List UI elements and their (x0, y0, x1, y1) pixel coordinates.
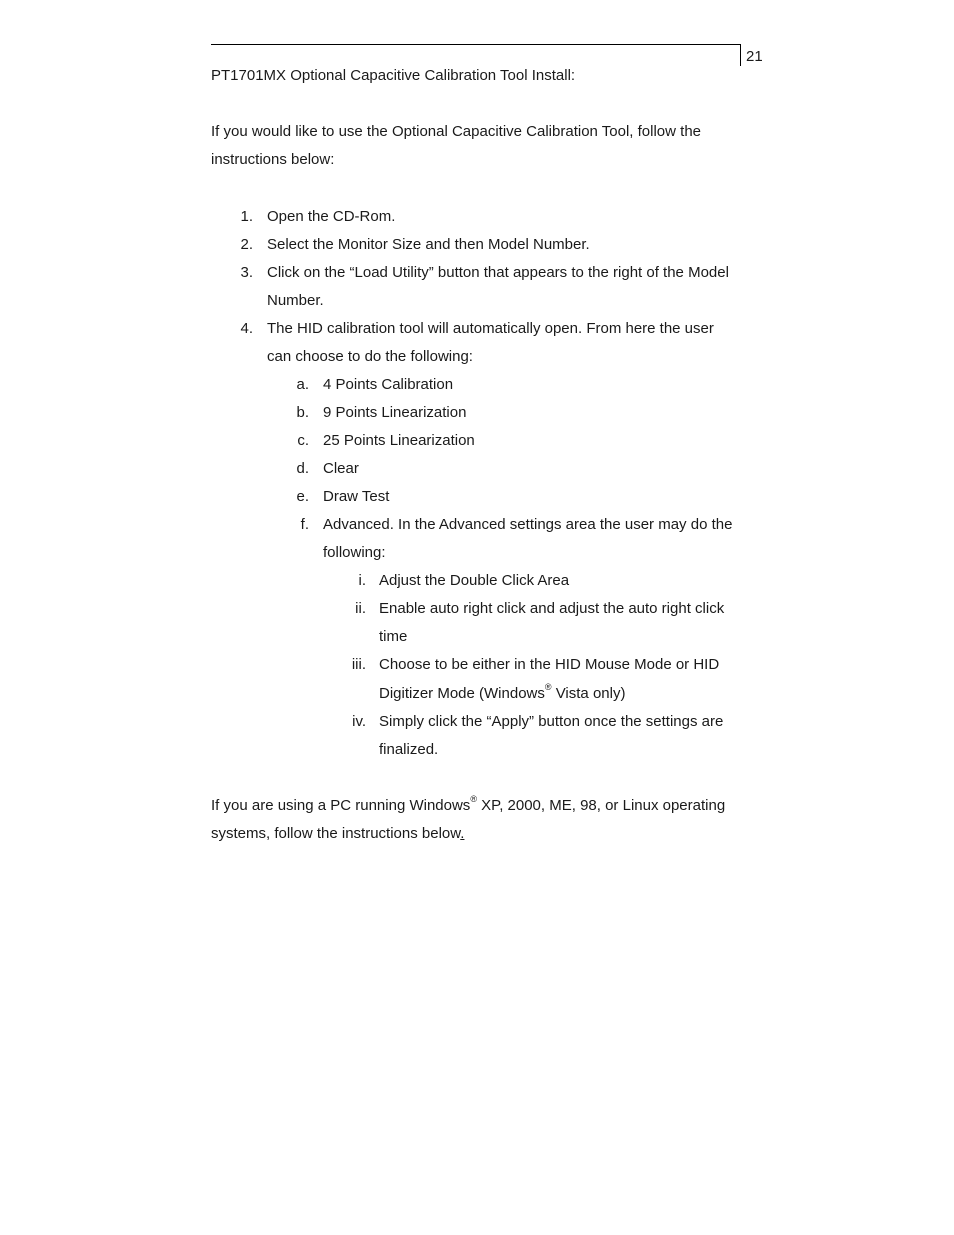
closing-line-1 (211, 794, 726, 815)
page-number: 21 (746, 48, 763, 65)
option-text: Draw Test (323, 488, 390, 505)
step-marker: 1. (240, 208, 253, 225)
advanced-marker: i. (358, 572, 366, 589)
step-text: The HID calibration tool will automatically open. From here the user (267, 320, 714, 337)
step-text: Select the Monitor Size and then Model Number. (267, 236, 590, 253)
option-marker: a. (296, 376, 309, 393)
advanced-text-part: Vista only) (551, 685, 626, 702)
registered-mark: ® (544, 682, 552, 692)
section-heading: PT1701MX Optional Capacitive Calibration Tool Install: (211, 67, 576, 84)
option-text: 4 Points Calibration (323, 376, 454, 393)
advanced-text: Choose to be either in the HID Mouse Mode or HID (379, 656, 720, 673)
advanced-text-continued (379, 682, 626, 703)
option-marker: c. (297, 432, 309, 449)
closing-text-part: If you are using a PC running Windows (211, 797, 471, 814)
step-text-continued: can choose to do the following: (267, 348, 473, 365)
closing-text-part: systems, follow the instructions below (211, 825, 461, 842)
step-text-continued: Number. (267, 292, 324, 309)
registered-mark: ® (470, 794, 477, 804)
step-text: Click on the “Load Utility” button that appears to the right of the Model (267, 264, 729, 281)
step-text: Open the CD-Rom. (267, 208, 396, 225)
step-marker: 3. (240, 264, 253, 281)
advanced-text: Simply click the “Apply” button once the settings are (379, 713, 724, 730)
step-marker: 4. (240, 320, 253, 337)
option-text: Advanced. In the Advanced settings area the user may do the (323, 516, 733, 533)
option-marker: e. (296, 488, 309, 505)
step-marker: 2. (240, 236, 253, 253)
closing-text-part: XP, 2000, ME, 98, or Linux operating (476, 797, 726, 814)
advanced-text: Enable auto right click and adjust the auto right click (379, 600, 725, 617)
header-rule (211, 44, 741, 45)
advanced-marker: iii. (351, 656, 366, 673)
header-vertical-rule (740, 44, 741, 66)
advanced-text: Adjust the Double Click Area (379, 572, 570, 589)
advanced-text-continued: time (379, 628, 408, 645)
option-marker: f. (300, 516, 309, 533)
option-marker: d. (296, 460, 309, 477)
advanced-marker: iv. (352, 713, 366, 730)
intro-line-2: instructions below: (211, 151, 335, 168)
advanced-text-continued: finalized. (379, 741, 439, 758)
option-marker: b. (296, 404, 309, 421)
closing-period: . (460, 825, 465, 842)
option-text: 25 Points Linearization (323, 432, 475, 449)
option-text: 9 Points Linearization (323, 404, 467, 421)
advanced-text-part: Digitizer Mode (Windows (379, 685, 545, 702)
closing-line-2 (211, 825, 464, 843)
advanced-marker: ii. (355, 600, 366, 617)
intro-line-1: If you would like to use the Optional Capacitive Calibration Tool, follow the (211, 123, 701, 140)
option-text: Clear (323, 460, 359, 477)
option-text-continued: following: (323, 544, 386, 561)
